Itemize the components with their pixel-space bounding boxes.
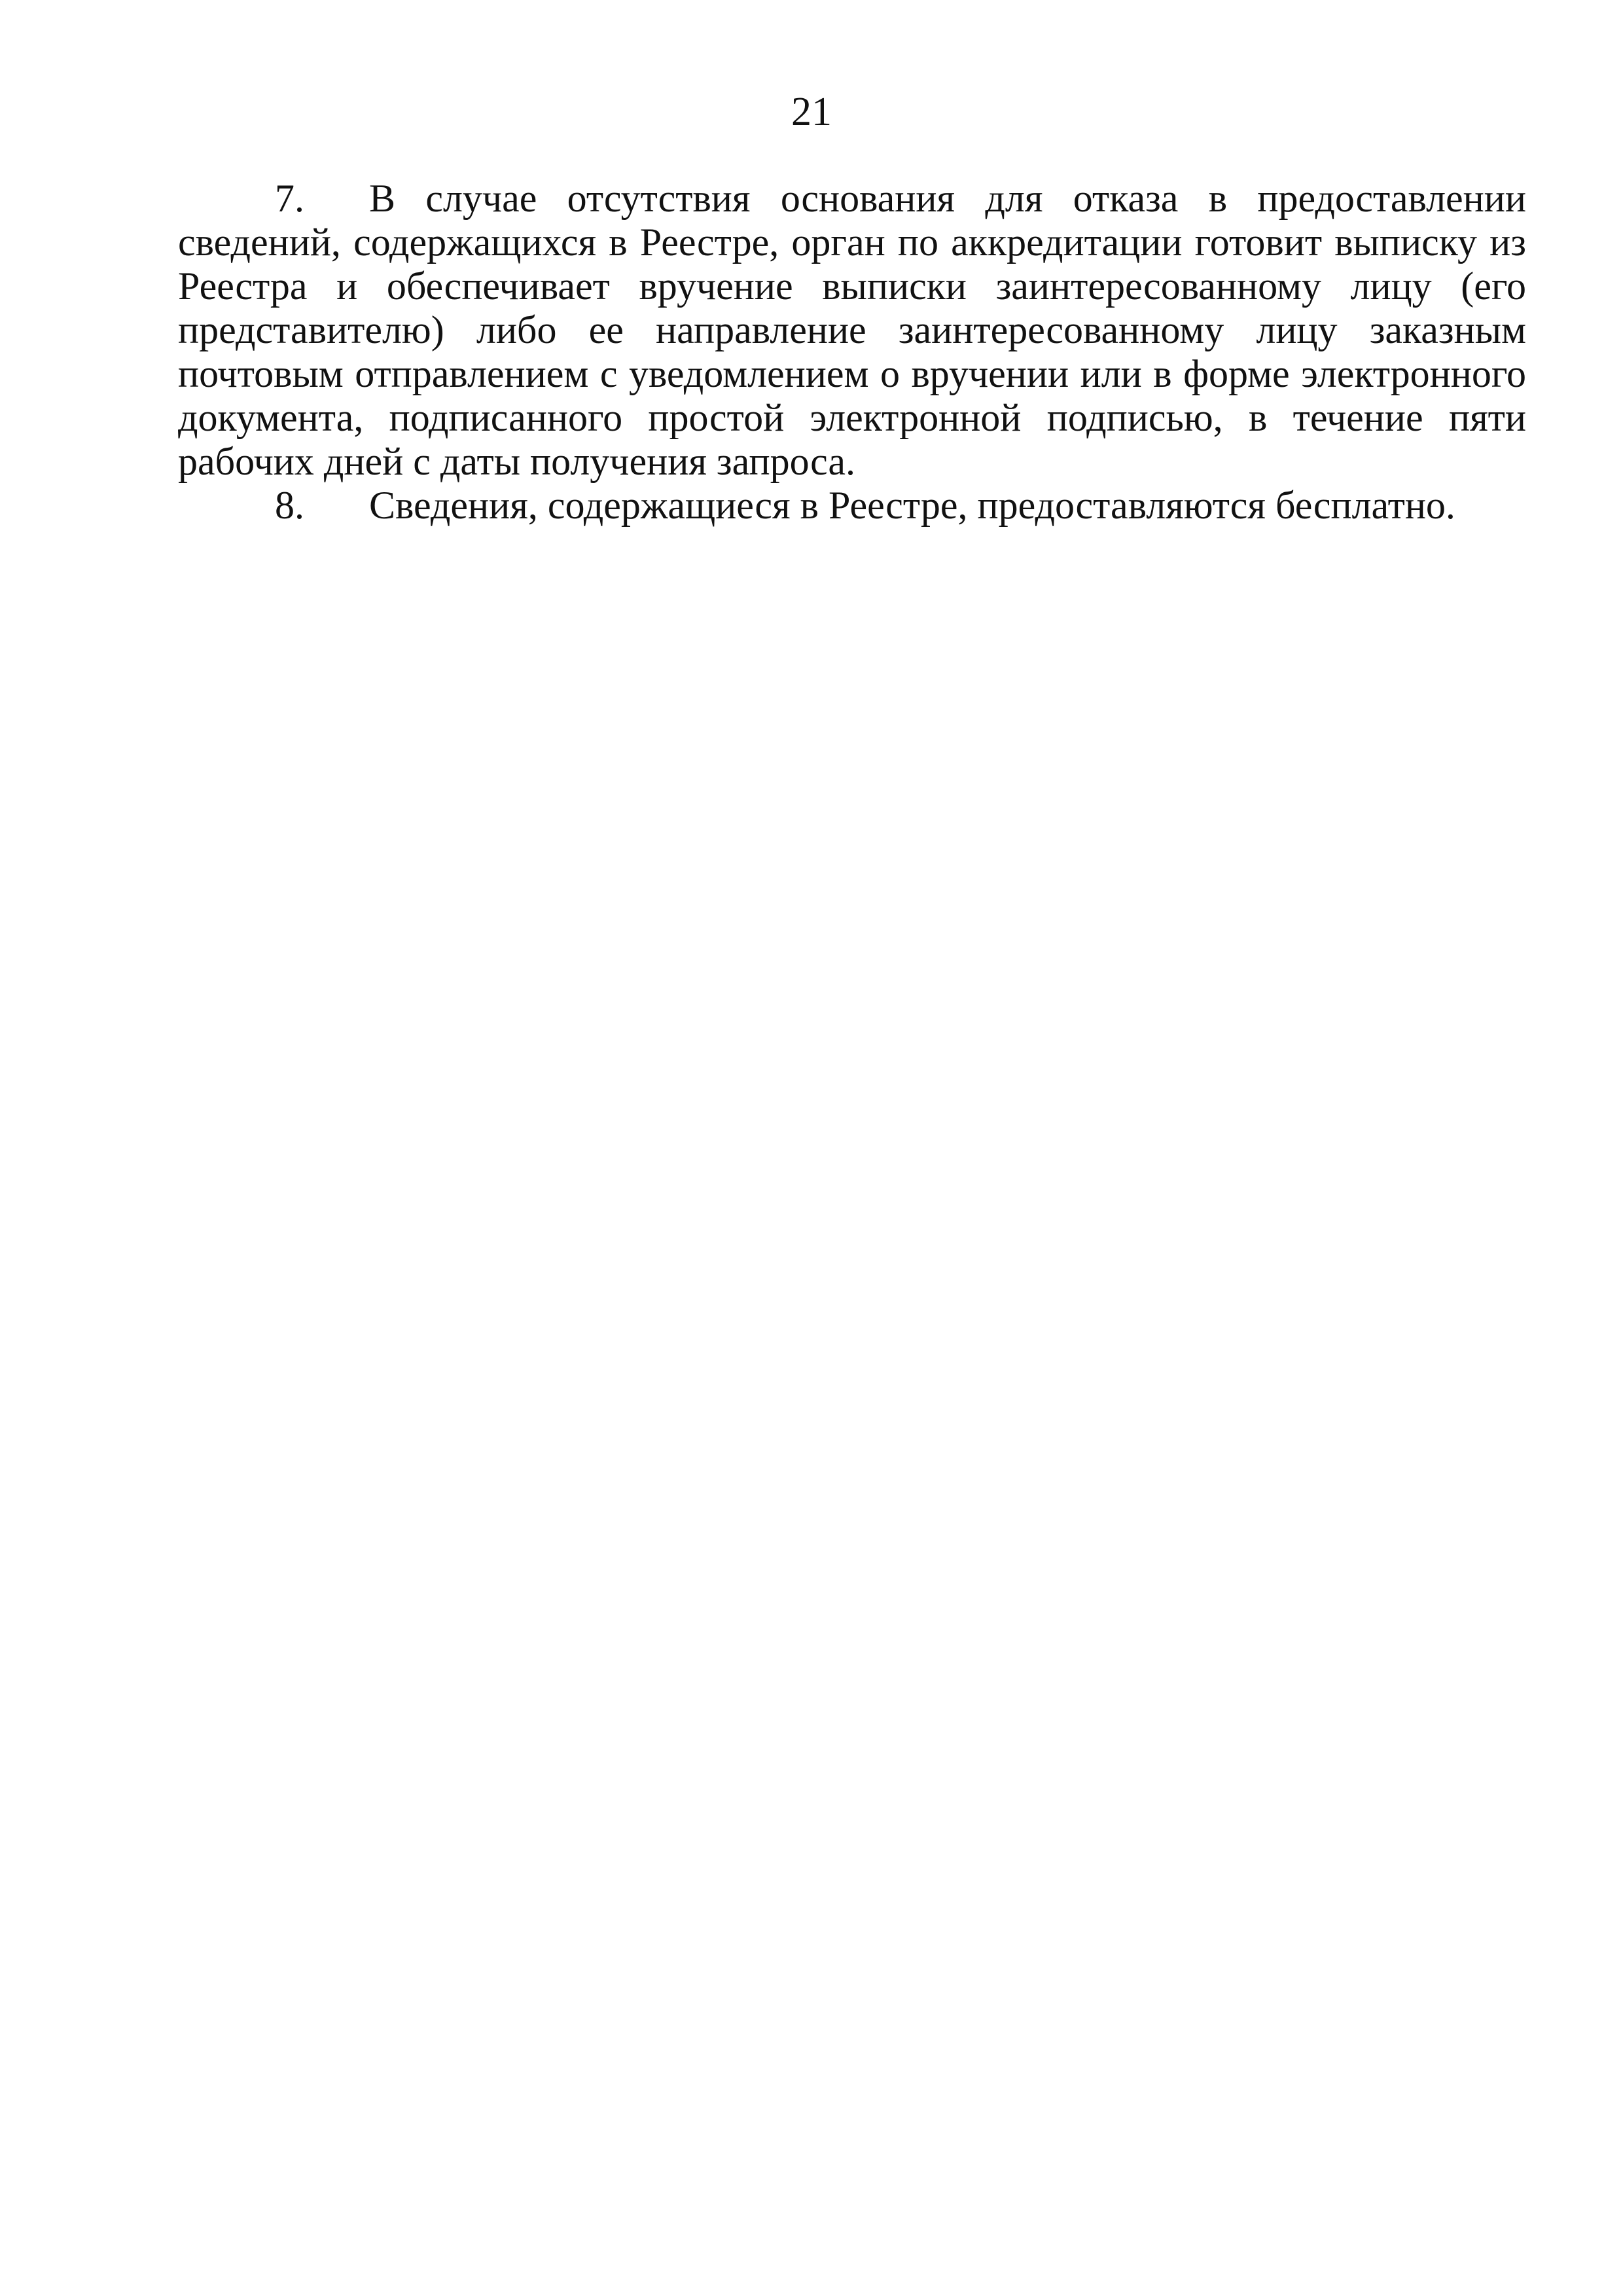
paragraph-text: Сведения, содержащиеся в Реестре, предоставляются бесплатно.: [369, 484, 1455, 527]
page-number: 21: [791, 90, 832, 134]
paragraph-text: В случае отсутствия основания для отказа в предоставлении сведений, содержащихся в Реестре, орган по аккредитации готовит выписку из Реестра и обеспечивает вручение выписки заинтересованному лицу (его представителю) либо ее направление заинтересованному лицу заказным почтовым отправлением с уведомлением о вручении или в форме электронного документа, подписанного простой электронной подписью, в течение пяти рабочих дней с даты получения запроса.: [178, 177, 1526, 483]
paragraph-number: 7.: [275, 177, 304, 220]
paragraph-number: 8.: [275, 484, 304, 527]
document-body: [178, 177, 1526, 528]
paragraph-8: [178, 484, 1526, 528]
paragraph-7: [178, 177, 1526, 484]
